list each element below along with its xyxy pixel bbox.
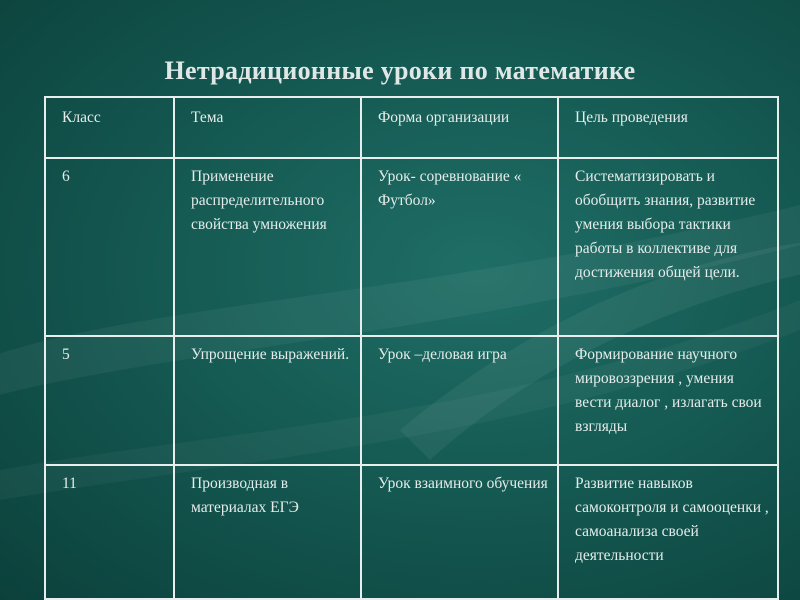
cell-grade: 5 — [45, 336, 174, 465]
header-topic: Тема — [174, 97, 361, 158]
table-header-row — [45, 97, 778, 158]
header-goal: Цель проведения — [558, 97, 778, 158]
cell-goal: Формирование научного мировоззрения , умения вести диалог , излагать свои взгляды — [558, 336, 778, 465]
cell-topic: Упрощение выражений. — [174, 336, 361, 465]
cell-goal: Развитие навыков самоконтроля и самооценки , самоанализа своей деятельности — [558, 465, 778, 599]
table-row — [45, 336, 778, 465]
table-row — [45, 158, 778, 336]
header-grade: Класс — [45, 97, 174, 158]
cell-grade: 11 — [45, 465, 174, 599]
lessons-table — [44, 96, 779, 600]
cell-form: Урок –деловая игра — [361, 336, 558, 465]
cell-goal: Систематизировать и обобщить знания, развитие умения выбора тактики работы в коллективе для достижения общей цели. — [558, 158, 778, 336]
page-title: Нетрадиционные уроки по математике — [164, 56, 636, 85]
header-form: Форма организации — [361, 97, 558, 158]
cell-form: Урок- соревнование « Футбол» — [361, 158, 558, 336]
cell-grade: 6 — [45, 158, 174, 336]
table-row — [45, 465, 778, 599]
cell-topic: Производная в материалах ЕГЭ — [174, 465, 361, 599]
cell-topic: Применение распределительного свойства умножения — [174, 158, 361, 336]
cell-form: Урок взаимного обучения — [361, 465, 558, 599]
